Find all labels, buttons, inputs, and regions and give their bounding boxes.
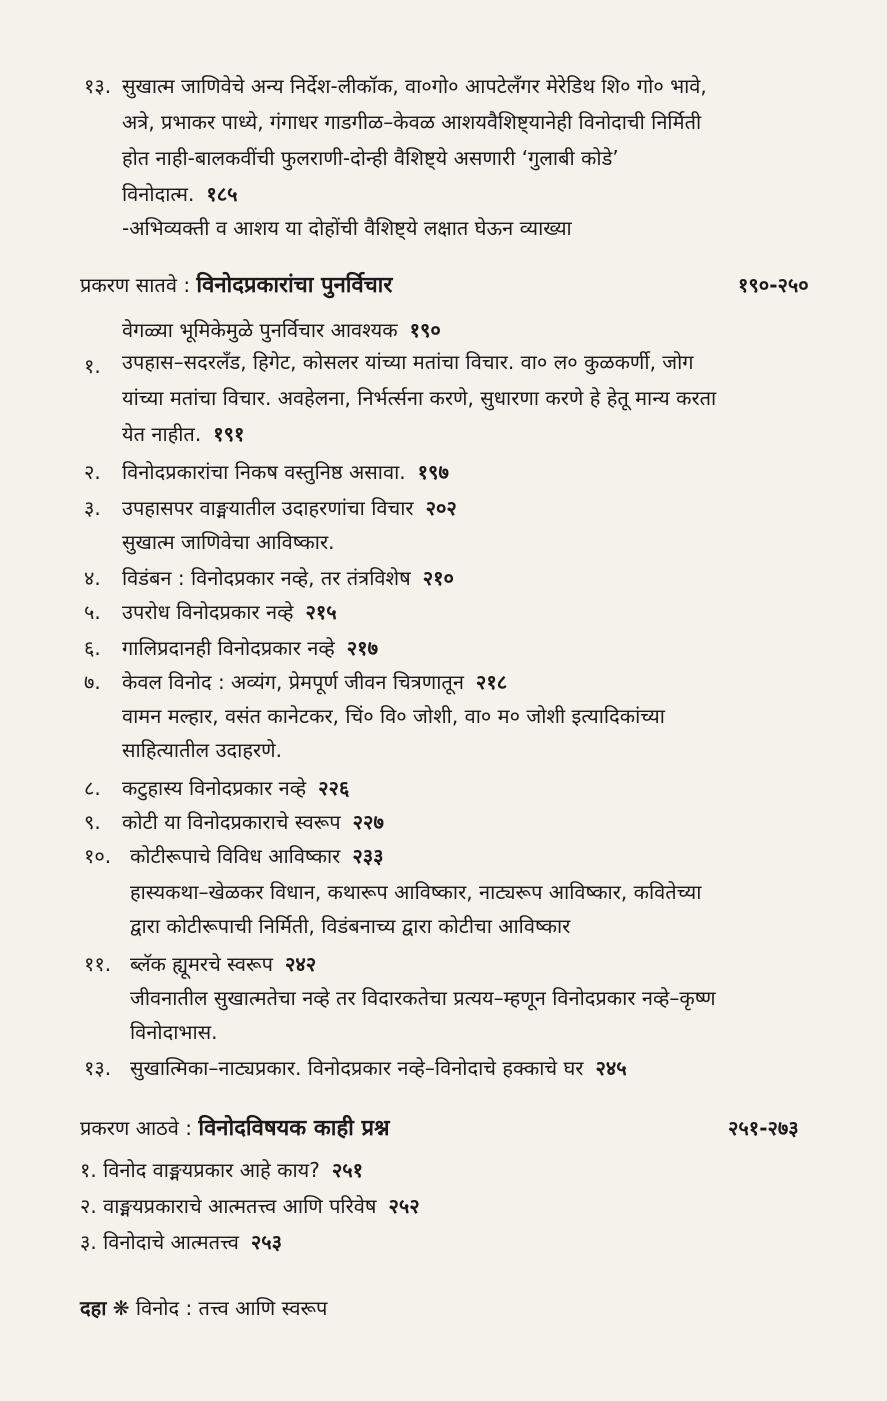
item-number: १३. bbox=[84, 1056, 112, 1080]
page-number: १९० bbox=[409, 318, 441, 342]
page-number: २४५ bbox=[595, 1056, 627, 1080]
ornament-icon: ❋ bbox=[112, 1296, 130, 1320]
page-number: २२६ bbox=[318, 776, 350, 800]
page-number: २१० bbox=[422, 566, 454, 590]
text-line bbox=[122, 598, 337, 626]
entry-text: कोटी या विनोदप्रकाराचे स्वरूप bbox=[122, 810, 341, 834]
text-line: -अभिव्यक्ती व आशय या दोहोंची वैशिष्ट्ये लक्षात घेऊन व्याख्या bbox=[122, 216, 572, 240]
text-line: विनोदाभास. bbox=[130, 1020, 218, 1044]
chapter-label: प्रकरण आठवे : bbox=[80, 1116, 193, 1140]
item-number: ४. bbox=[84, 566, 101, 590]
book-title: विनोद : तत्त्व आणि स्वरूप bbox=[135, 1296, 328, 1320]
item-number: १. bbox=[80, 1158, 97, 1182]
text-line bbox=[122, 316, 441, 344]
item-number: १. bbox=[84, 354, 101, 378]
chapter-title: विनोदप्रकारांचा पुनर्विचार bbox=[196, 273, 393, 298]
text-line: साहित्यातील उदाहरणे. bbox=[122, 738, 282, 762]
page-number: २३३ bbox=[352, 844, 384, 868]
text-line: वामन मल्हार, वसंत कानेटकर, चिं० वि० जोशी, वा० म० जोशी इत्यादिकांच्या bbox=[122, 704, 665, 728]
item-number: ११. bbox=[84, 952, 112, 976]
page-number: २०२ bbox=[425, 496, 457, 520]
entry-text: कोटीरूपाचे विविध आविष्कार bbox=[130, 844, 341, 868]
page-footer bbox=[80, 1294, 327, 1322]
chapter-heading bbox=[80, 271, 392, 300]
page-number: २५१ bbox=[331, 1158, 364, 1182]
text-line bbox=[122, 634, 378, 662]
entry-text: कटुहास्य विनोदप्रकार नव्हे bbox=[122, 776, 307, 800]
entry-text: येत नाहीत. bbox=[122, 422, 202, 446]
chapter-heading bbox=[80, 1114, 390, 1143]
entry-text: केवल विनोद : अव्यंग, प्रेमपूर्ण जीवन चित्रणातून bbox=[122, 670, 464, 694]
item-number: ९. bbox=[84, 810, 101, 834]
text-line bbox=[122, 808, 384, 836]
text-line: द्वारा कोटीरूपाची निर्मिती, विडंबनाच्य द्वारा कोटीचा आविष्कार bbox=[130, 914, 571, 938]
text-line: होत नाही-बालकवींची फुलराणी-दोन्ही वैशिष्ट्ये असणारी ‘गुलाबी कोडे’ bbox=[122, 146, 619, 170]
text-line: यांच्या मतांचा विचार. अवहेलना, निर्भर्त्सना करणे, सुधारणा करणे हे हेतू मान्य करता bbox=[122, 386, 717, 410]
page-number: २२७ bbox=[352, 810, 384, 834]
item-number: ८. bbox=[84, 776, 101, 800]
text-line: सुखात्म जाणिवेचे अन्य निर्देश-लीकॉक, वा०गो० आपटेलँगर मेरेडिथ शि० गो० भावे, bbox=[122, 74, 707, 98]
text-line bbox=[122, 458, 449, 486]
page-number: १८५ bbox=[206, 182, 238, 206]
chapter-title: विनोदविषयक काही प्रश्न bbox=[198, 1116, 390, 1141]
page-number: २५३ bbox=[250, 1230, 283, 1254]
text-line: उपहास–सदरलँड, हिगेट, कोसलर यांच्या मतांचा विचार. वा० ल० कुळकर्णी, जोग bbox=[122, 350, 694, 374]
list-item bbox=[80, 1192, 420, 1220]
text-line: अत्रे, प्रभाकर पाध्ये, गंगाधर गाडगीळ–केवळ आशयवैशिष्ट्यानेही विनोदाची निर्मिती bbox=[122, 110, 702, 134]
page-number: २४२ bbox=[284, 952, 317, 976]
text-line bbox=[122, 180, 238, 208]
entry-text: ब्लॅक ह्यूमरचे स्वरूप bbox=[130, 952, 273, 976]
page-number: १९७ bbox=[417, 460, 449, 484]
text-line bbox=[130, 1054, 627, 1082]
item-number: १३. bbox=[84, 74, 112, 98]
page-number: २१७ bbox=[346, 636, 378, 660]
chapter-page-range: २५१-२७३ bbox=[728, 1116, 799, 1140]
page-number-word: दहा bbox=[80, 1296, 107, 1320]
entry-text: विनोदात्म. bbox=[122, 182, 195, 206]
list-item bbox=[80, 1228, 282, 1256]
text-line bbox=[122, 668, 507, 696]
text-line bbox=[130, 950, 316, 978]
text-line bbox=[122, 420, 244, 448]
item-number: ३. bbox=[84, 496, 101, 520]
item-number: ५. bbox=[84, 600, 101, 624]
item-number: ७. bbox=[84, 670, 101, 694]
text-line bbox=[122, 774, 349, 802]
text-line: सुखात्म जाणिवेचा आविष्कार. bbox=[122, 530, 335, 554]
entry-text: गालिप्रदानही विनोदप्रकार नव्हे bbox=[122, 636, 335, 660]
text-line bbox=[122, 494, 457, 522]
item-number: १०. bbox=[84, 844, 112, 868]
page-number: २१८ bbox=[475, 670, 508, 694]
entry-text: सुखात्मिका–नाट्यप्रकार. विनोदप्रकार नव्हे–विनोदाचे हक्काचे घर bbox=[130, 1056, 584, 1080]
text-line: हास्यकथा–खेळकर विधान, कथारूप आविष्कार, नाट्यरूप आविष्कार, कवितेच्या bbox=[130, 880, 702, 904]
text-line bbox=[130, 842, 384, 870]
entry-text: उपहासपर वाङ्मयातील उदाहरणांचा विचार bbox=[122, 496, 414, 520]
entry-text: विनोदाचे आत्मतत्त्व bbox=[103, 1230, 239, 1254]
page-number: १९१ bbox=[213, 422, 245, 446]
entry-text: विनोद वाङ्मयप्रकार आहे काय? bbox=[103, 1158, 320, 1182]
page-number: २५२ bbox=[388, 1194, 420, 1218]
list-item bbox=[80, 1156, 363, 1184]
item-number: ६. bbox=[84, 636, 101, 660]
page-number: २१५ bbox=[305, 600, 337, 624]
text-line: जीवनातील सुखात्मतेचा नव्हे तर विदारकतेचा प्रत्यय–म्हणून विनोदप्रकार नव्हे–कृष्ण bbox=[130, 986, 716, 1010]
item-number: ३. bbox=[80, 1230, 97, 1254]
chapter-page-range: १९०-२५० bbox=[738, 273, 809, 297]
item-number: २. bbox=[80, 1194, 97, 1218]
chapter-label: प्रकरण सातवे : bbox=[80, 273, 191, 297]
item-number: २. bbox=[84, 460, 101, 484]
entry-text: उपरोध विनोदप्रकार नव्हे bbox=[122, 600, 294, 624]
entry-text: वेगळ्या भूमिकेमुळे पुनर्विचार आवश्यक bbox=[122, 318, 398, 342]
text-line bbox=[122, 564, 454, 592]
entry-text: विडंबन : विनोदप्रकार नव्हे, तर तंत्रविशेष bbox=[122, 566, 411, 590]
entry-text: विनोदप्रकारांचा निकष वस्तुनिष्ठ असावा. bbox=[122, 460, 406, 484]
entry-text: वाङ्मयप्रकाराचे आत्मतत्त्व आणि परिवेष bbox=[103, 1194, 377, 1218]
